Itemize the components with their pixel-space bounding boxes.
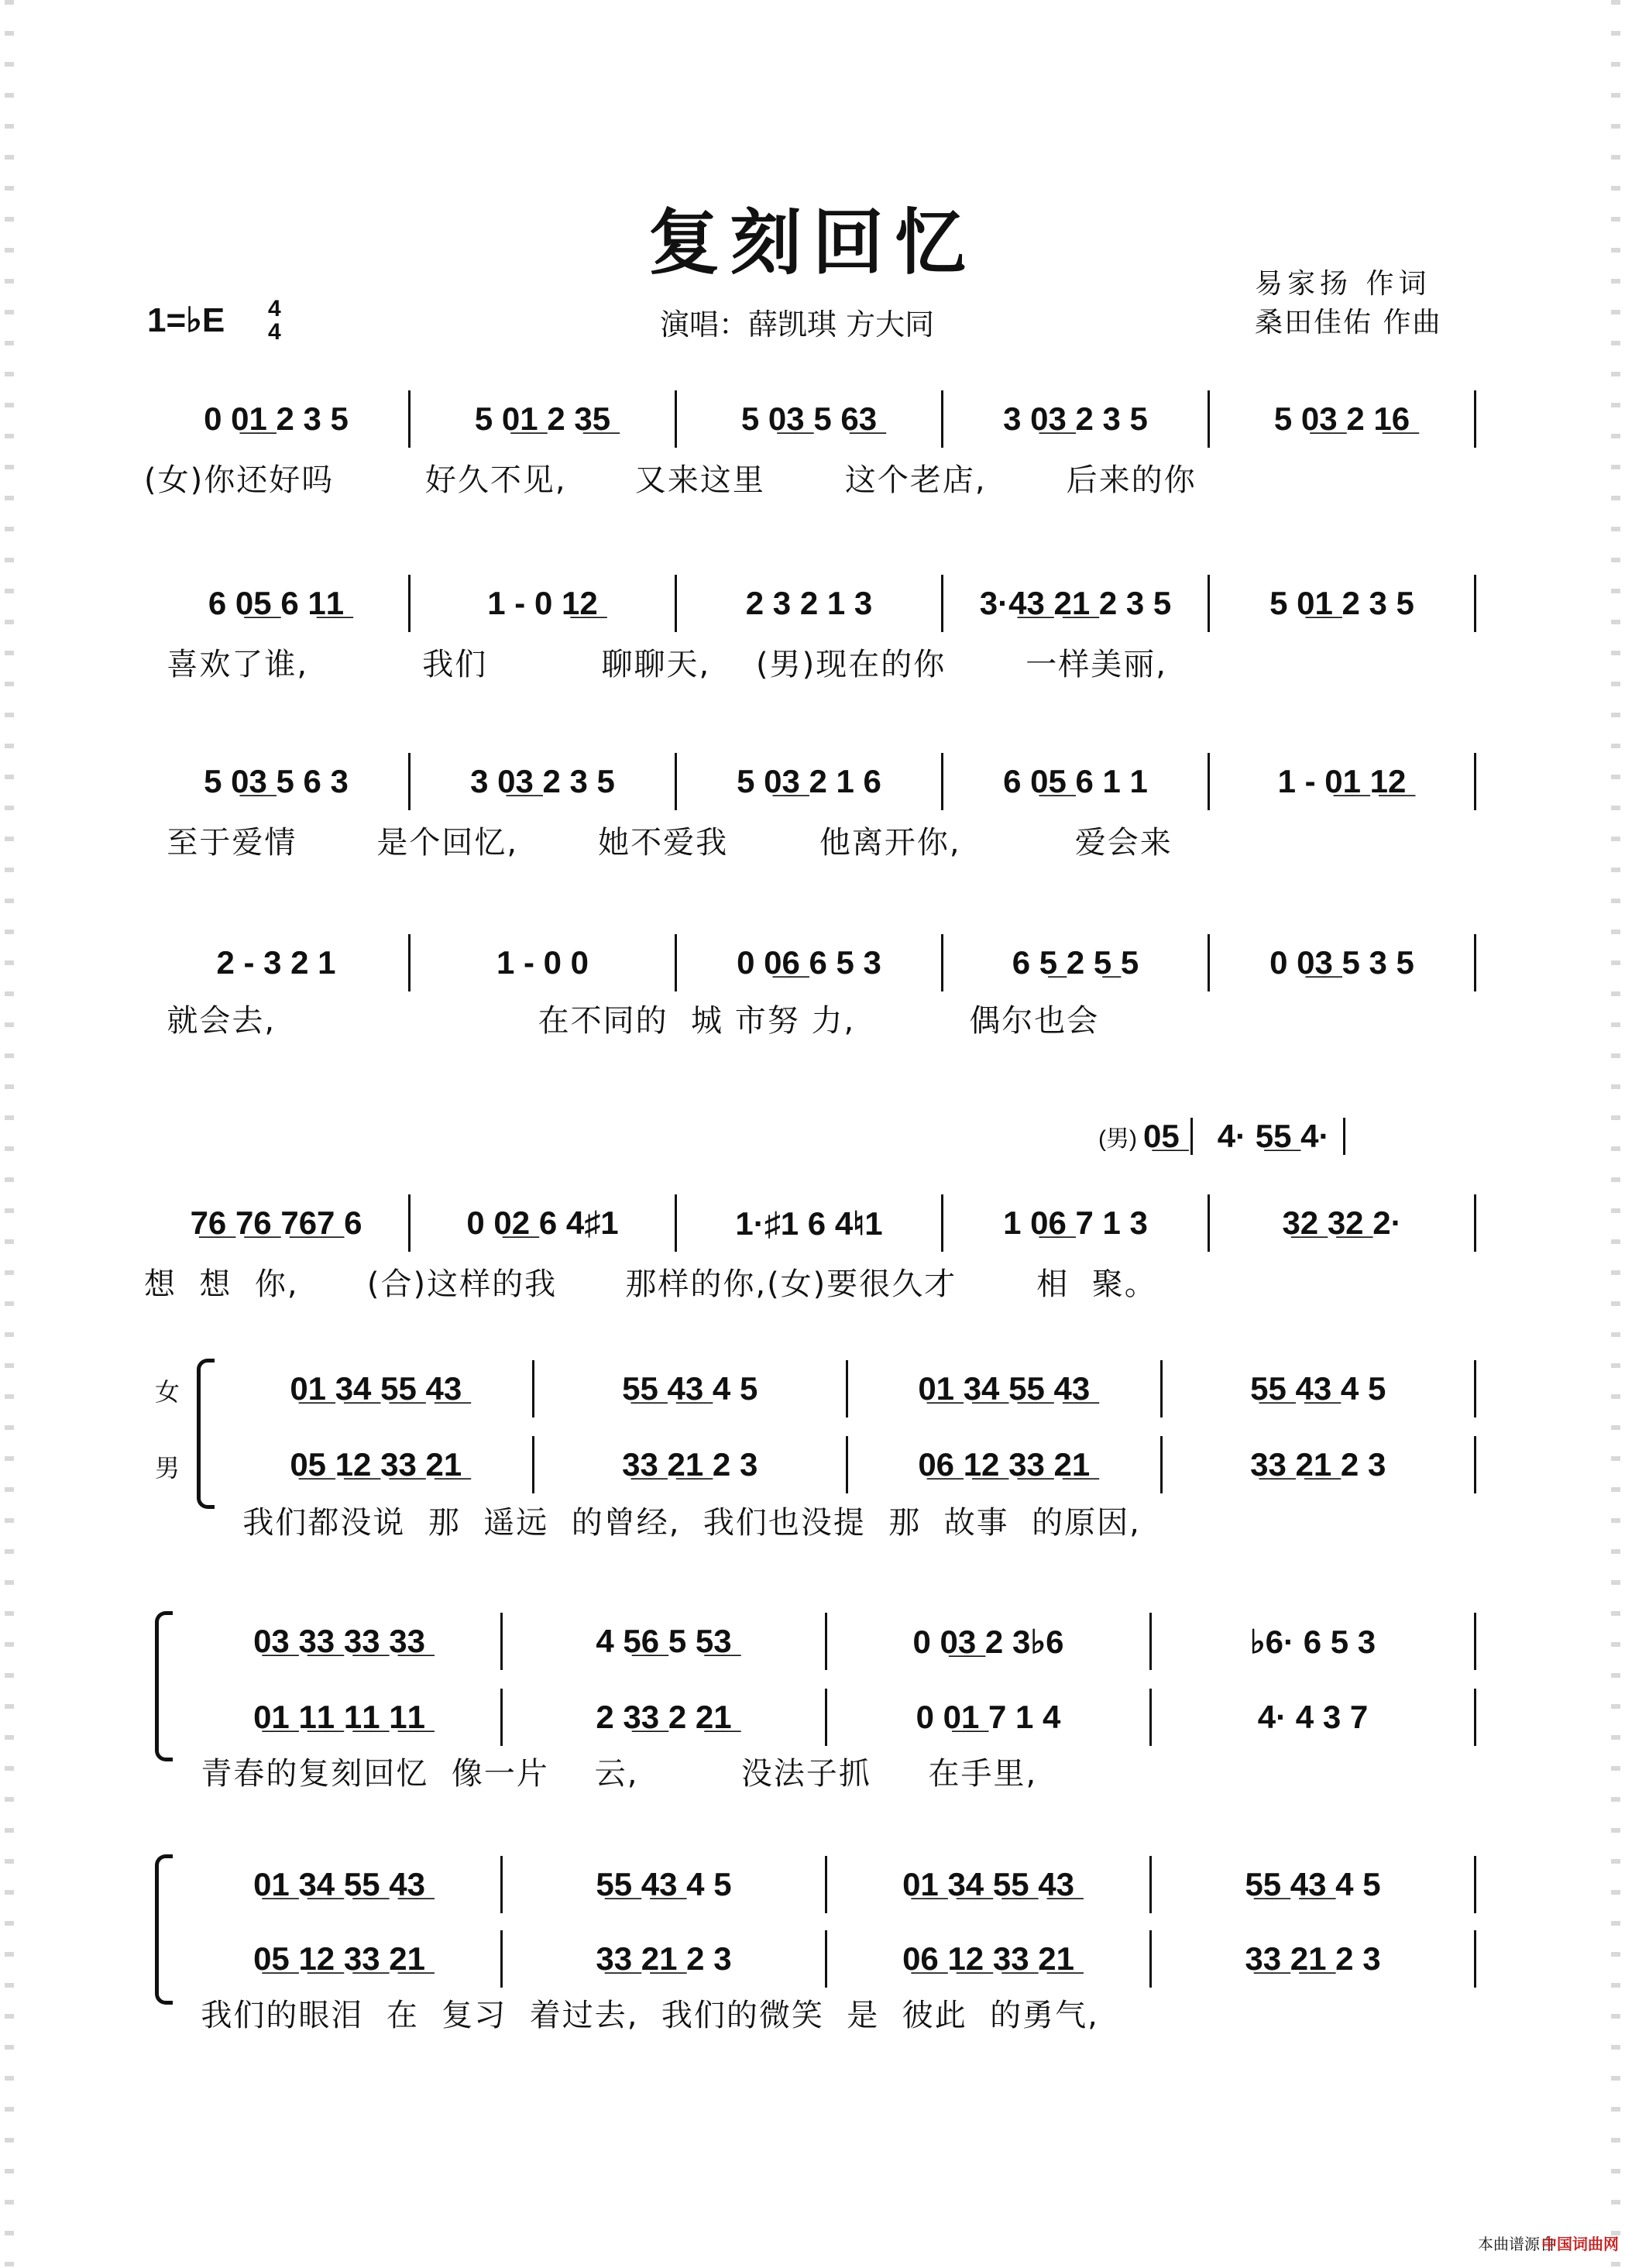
measure: 2 3̲3̲ 2 2̲1̲ (503, 1689, 827, 1746)
female-part-label: 女 (155, 1377, 180, 1407)
performers: 演唱：薛凯琪 方大同 (660, 308, 935, 342)
lyrics-line-4: 就会去, 在不同的 城 市努 力, 偶尔也会 (144, 1003, 1100, 1039)
measure: 1 - 0̲1̲ 1̲2̲ (1210, 753, 1476, 810)
measure: 0̲1̲ 1̲1̲ 1̲1̲ 1̲1̲ (178, 1689, 503, 1746)
female-row-1 (220, 1360, 1476, 1418)
lyrics-line-7: 青春的复刻回忆 像一片 云, 没法子抓 在手里, (178, 1756, 1038, 1792)
time-signature-top: 4 (268, 296, 281, 321)
score-row-5 (144, 1194, 1476, 1252)
measure: 3̲3̲ 2̲1̲ 2 3 (1152, 1930, 1476, 1988)
measure: 5 0̲3̲ 5 6 3 (144, 753, 411, 810)
footer-source: 本曲谱源自 (1478, 2235, 1555, 2253)
male-row-2 (178, 1689, 1476, 1746)
measure: 6 0̲5̲ 6 1 1 (943, 753, 1210, 810)
measure: 0̲5̲ 1̲2̲ 3̲3̲ 2̲1̲ (178, 1930, 503, 1988)
measure: 1 - 0 0 (411, 934, 677, 991)
score-row-4 (144, 934, 1476, 991)
measure: 4· 4 3 7 (1152, 1689, 1476, 1746)
lyrics-line-3: 至于爱情 是个回忆, 她不爱我 他离开你, 爱会来 (144, 825, 1173, 861)
right-watermark-strip (1611, 0, 1620, 2268)
measure: 0̲6̲ 1̲2̲ 3̲3̲ 2̲1̲ (848, 1436, 1163, 1493)
measure: 1 - 0 1̲2̲ (411, 575, 677, 632)
composer-credit: 桑田佳佑 作曲 (1255, 307, 1442, 338)
score-row-1 (144, 390, 1476, 448)
measure: ♭6· 6 5 3 (1152, 1613, 1476, 1670)
left-watermark-strip (5, 0, 14, 2268)
measure: 0̲1̲ 3̲4̲ 5̲5̲ 4̲3̲ (220, 1360, 534, 1418)
measure: 3̲3̲ 2̲1̲ 2 3 (503, 1930, 827, 1988)
measure: 2 - 3 2 1 (144, 934, 411, 991)
female-row-3 (178, 1856, 1476, 1913)
measure: 0̲1̲ 3̲4̲ 5̲5̲ 4̲3̲ (827, 1856, 1152, 1913)
measure: 3·4̲3̲ 2̲1̲ 2 3 5 (943, 575, 1210, 632)
lyrics-line-1: (女)你还好吗 好久不见, 又来这里 这个老店, 后来的你 (144, 462, 1197, 498)
measure: 3̲2̲ 3̲2̲ 2· (1210, 1194, 1476, 1252)
pickup-part-label: (男) (1098, 1126, 1137, 1152)
key-signature: 1=♭E (147, 301, 225, 339)
male-pickup-line (1098, 1111, 1345, 1162)
measure: 6 5̲ 2 5̲ 5 (943, 934, 1210, 991)
score-row-3 (144, 753, 1476, 810)
measure: 0̲5̲ 1̲2̲ 3̲3̲ 2̲1̲ (220, 1436, 534, 1493)
duet-bracket (197, 1359, 215, 1509)
measure: 0̲1̲ 3̲4̲ 5̲5̲ 4̲3̲ (178, 1856, 503, 1913)
female-row-2 (178, 1613, 1476, 1670)
measure: 5 0̲3̲ 5 6̲3̲ (677, 390, 943, 448)
lyrics-line-8: 我们的眼泪 在 复习 着过去, 我们的微笑 是 彼此 的勇气, (178, 1998, 1099, 2033)
measure: 0 0̲1̲ 2 3 5 (144, 390, 411, 448)
lyrics-line-2: 喜欢了谁, 我们 聊聊天, (男)现在的你 一样美丽, (144, 647, 1167, 682)
pickup-measure: 0̲5̲ (1143, 1118, 1193, 1155)
duet-bracket (155, 1854, 173, 2005)
lyricist-credit: 易家扬 作词 (1255, 268, 1431, 300)
time-signature (268, 297, 281, 344)
measure: 2 3 2 1 3 (677, 575, 943, 632)
lyrics-line-5: 想 想 你, (合)这样的我 那样的你,(女)要很久才 相 聚。 (144, 1266, 1157, 1302)
measure: 5̲5̲ 4̲3̲ 4 5 (503, 1856, 827, 1913)
male-row-1 (220, 1436, 1476, 1493)
measure: 0̲3̲ 3̲3̲ 3̲3̲ 3̲3̲ (178, 1613, 503, 1670)
measure: 7̲6̲ 7̲6̲ 7̲6̲7̲ 6 (144, 1194, 411, 1252)
measure: 3̲3̲ 2̲1̲ 2 3 (1163, 1436, 1477, 1493)
male-part-label: 男 (155, 1453, 180, 1483)
measure: 5̲5̲ 4̲3̲ 4 5 (1163, 1360, 1477, 1418)
measure: 5 0̲1̲ 2 3 5 (1210, 575, 1476, 632)
measure: 0 0̲6̲ 6 5 3 (677, 934, 943, 991)
measure: 0 0̲3̲ 5 3 5 (1210, 934, 1476, 991)
measure: 0̲6̲ 1̲2̲ 3̲3̲ 2̲1̲ (827, 1930, 1152, 1988)
lyrics-line-6: 我们都没说 那 遥远 的曾经, 我们也没提 那 故事 的原因, (220, 1505, 1141, 1541)
pickup-measure: 4· 5̲5̲ 4· (1204, 1118, 1346, 1155)
measure: 6 0̲5̲ 6 1̲1̲ (144, 575, 411, 632)
measure: 5 0̲1̲ 2 3̲5̲ (411, 390, 677, 448)
footer-brand-link[interactable]: 中国词曲网 (1541, 2235, 1619, 2253)
measure: 5 0̲3̲ 2 1̲6̲ (1210, 390, 1476, 448)
measure: 3 0̲3̲ 2 3 5 (943, 390, 1210, 448)
score-row-2 (144, 575, 1476, 632)
measure: 1·♯1 6 4♮1 (677, 1194, 943, 1252)
time-signature-bottom: 4 (268, 319, 281, 345)
measure: 0 0̲1̲ 7 1 4 (827, 1689, 1152, 1746)
measure: 3 0̲3̲ 2 3 5 (411, 753, 677, 810)
measure: 0 0̲3̲ 2 3♭6 (827, 1613, 1152, 1670)
measure: 3̲3̲ 2̲1̲ 2 3 (534, 1436, 849, 1493)
song-title: 复刻回忆 (648, 201, 977, 284)
duet-bracket (155, 1611, 173, 1761)
measure: 4 5̲6̲ 5 5̲3̲ (503, 1613, 827, 1670)
measure: 5̲5̲ 4̲3̲ 4 5 (1152, 1856, 1476, 1913)
male-row-3 (178, 1930, 1476, 1988)
measure: 0 0̲2̲ 6 4♯1 (411, 1194, 677, 1252)
measure: 5̲5̲ 4̲3̲ 4 5 (534, 1360, 849, 1418)
measure: 1 0̲6̲ 7 1 3 (943, 1194, 1210, 1252)
measure: 0̲1̲ 3̲4̲ 5̲5̲ 4̲3̲ (848, 1360, 1163, 1418)
measure: 5 0̲3̲ 2 1 6 (677, 753, 943, 810)
